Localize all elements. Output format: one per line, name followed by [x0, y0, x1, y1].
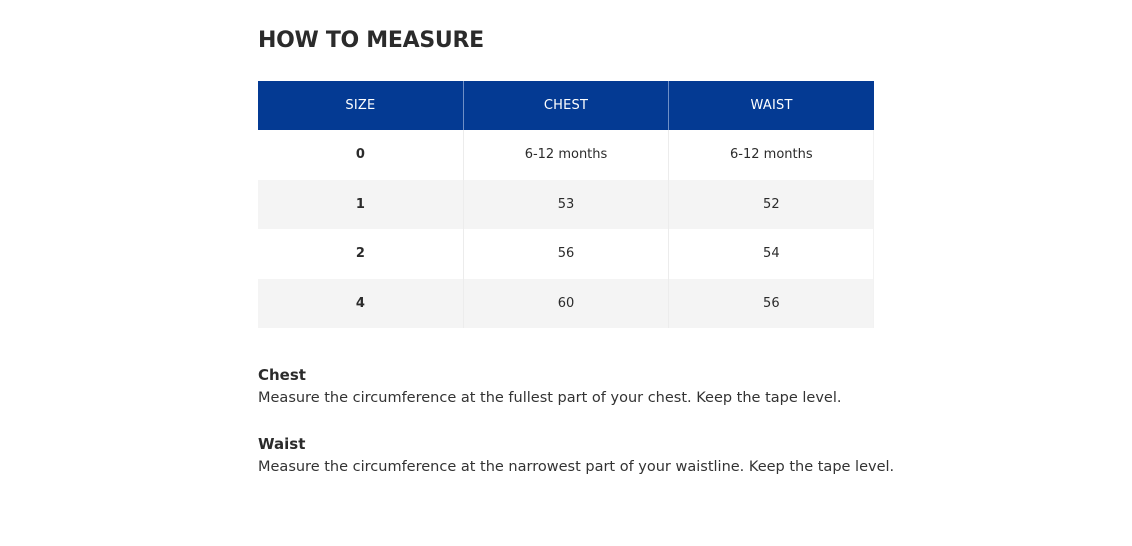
size-cell: 4 [258, 279, 463, 329]
header-chest: CHEST [463, 81, 668, 130]
waist-note-text: Measure the circumference at the narrowest part of your waistline. Keep the tape level. [258, 459, 895, 475]
chest-note [258, 365, 958, 411]
table-header-row [258, 81, 874, 130]
size-cell: 1 [258, 180, 463, 230]
chest-cell: 53 [463, 180, 668, 230]
waist-note-heading: Waist [258, 435, 306, 453]
table-row [258, 180, 874, 230]
page-title: HOW TO MEASURE [258, 28, 484, 53]
chest-note-text: Measure the circumference at the fullest part of your chest. Keep the tape level. [258, 390, 842, 406]
table-row [258, 229, 874, 279]
chest-note-heading: Chest [258, 366, 306, 384]
waist-cell: 56 [669, 279, 874, 329]
chest-cell: 6-12 months [463, 130, 668, 180]
header-waist: WAIST [669, 81, 874, 130]
size-cell: 0 [258, 130, 463, 180]
waist-cell: 6-12 months [669, 130, 874, 180]
waist-cell: 54 [669, 229, 874, 279]
table-row [258, 130, 874, 180]
size-table [258, 81, 874, 328]
chest-cell: 60 [463, 279, 668, 329]
table-row [258, 279, 874, 329]
waist-cell: 52 [669, 180, 874, 230]
waist-note [258, 434, 958, 480]
header-size: SIZE [258, 81, 463, 130]
size-cell: 2 [258, 229, 463, 279]
chest-cell: 56 [463, 229, 668, 279]
